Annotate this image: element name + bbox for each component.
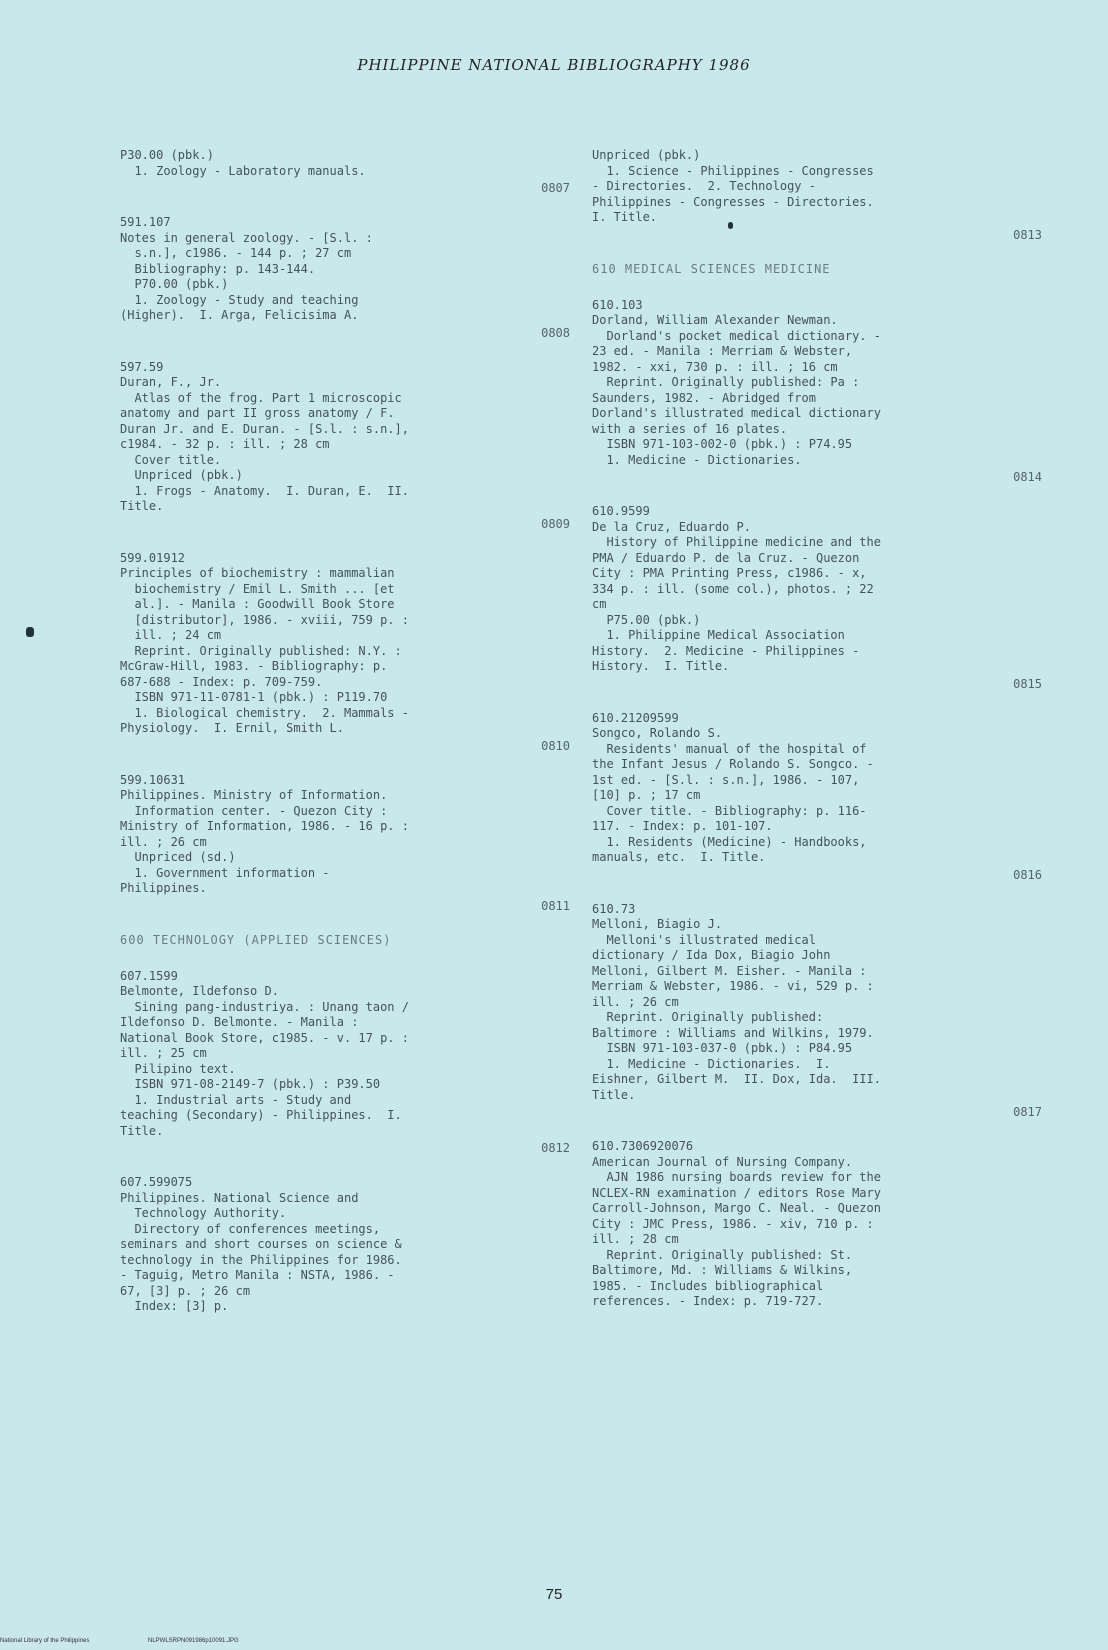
left-column (120, 148, 570, 1335)
entry-text: 591.107 Notes in general zoology. - [S.l. : s.n.], c1986. - 144 p. ; 27 cm Bibliography: p. 143-144. P70.00 (pbk.) 1. Zoology - Study and teaching (Higher). I. Arga, Felicisima A. (120, 215, 373, 322)
footer-filename: NLPWLSRPN091986p10091.JPG (148, 1638, 239, 1644)
margin-mark (728, 222, 733, 229)
entry-number: 0814 (1013, 470, 1042, 484)
entry-text: 610.73 Melloni, Biagio J. Melloni's illustrated medical dictionary / Ida Dox, Biagio John Melloni, Gilbert M. Eisher. - Manila : Merriam & Webster, 1986. - vi, 529 p. : ill. ; 26 cm Reprint. Originally published: Baltimore : Williams and Wilkins, 1979. ISBN 971-103-037-0 (pbk.) : P84.95 1. Medicine - Dictionaries. I. Eishner, Gilbert M. II. Dox, Ida. III. Title. (592, 901, 881, 1102)
entry-text: 610.9599 De la Cruz, Eduardo P. History of Philippine medicine and the PMA / Eduardo P. de la Cruz. - Quezon City : PMA Printing Press, c1986. - x, 334 p. : ill. (some col.), photos. ; 22 cm P75.00 (pbk.) 1. Philippine Medical Association History. 2. Medicine - Philippines - History. I. Title. (592, 504, 881, 673)
bibliography-entry (120, 360, 570, 531)
entry-number: 0809 (541, 516, 570, 531)
bibliography-entry (120, 148, 570, 195)
bibliography-entry (592, 1139, 1042, 1310)
bibliography-entry (592, 902, 1042, 1120)
bibliography-entry (120, 1175, 570, 1315)
bibliography-entry (120, 773, 570, 913)
entry-number: 0812 (541, 1141, 570, 1155)
entry-number: 0807 (541, 181, 570, 195)
right-column (592, 148, 1042, 1330)
entry-text: 599.10631 Philippines. Ministry of Information. Information center. - Quezon City : Ministry of Information, 1986. - 16 p. : ill. ; 26 cm Unpriced (sd.) 1. Government information - Philippines. (120, 772, 409, 895)
entry-text: 597.59 Duran, F., Jr. Atlas of the frog. Part 1 microscopic anatomy and part II gross anatomy / F. Duran Jr. and E. Duran. - [S.l. : s.n.], c1984. - 32 p. : ill. ; 28 cm Cover title. Unpriced (pbk.) 1. Frogs - Anatomy. I. Duran, E. II. Title. (120, 359, 409, 513)
bibliography-entry (592, 298, 1042, 485)
entry-text: 607.1599 Belmonte, Ildefonso D. Sining pang-industriya. : Unang taon / Ildefonso D. Belmonte. - Manila : National Book Store, c1985. - v. 17 p. : ill. ; 25 cm Pilipino text. ISBN 971-08-2149-7 (pbk.) : P39.50 1. Industrial arts - Study and teaching (Secondary) - Philippines. I. Title. (120, 968, 409, 1138)
entry-text: 599.01912 Principles of biochemistry : mammalian biochemistry / Emil L. Smith ... [et al.]. - Manila : Goodwill Book Store [distributor], 1986. - xviii, 759 p. : ill. ; 24 cm Reprint. Originally published: N.Y. : McGraw-Hill, 1983. - Bibliography: p. 687-688 - Index: p. 709-759. ISBN 971-11-0781-1 (pbk.) : P119.70 1. Biological chemistry. 2. Mammals - Physiology. I. Ernil, Smith L. (120, 550, 409, 735)
entry-number: 0815 (1013, 676, 1042, 691)
entry-text: Unpriced (pbk.) 1. Science - Philippines - Congresses - Directories. 2. Technology - Philippines - Congresses - Directories. I. Title. (592, 148, 874, 224)
entry-number: 0816 (1013, 867, 1042, 882)
entry-text: 607.599075 Philippines. National Science and Technology Authority. Directory of conferences meetings, seminars and short courses on science & technology in the Philippines for 1986. - Taguig, Metro Manila : NSTA, 1986. - 67, [3] p. ; 26 cm Index: [3] p. (120, 1175, 402, 1313)
entry-number: 0817 (1013, 1105, 1042, 1119)
bibliography-entry (120, 969, 570, 1156)
entry-text: 610.21209599 Songco, Rolando S. Residents' manual of the hospital of the Infant Jesus / Rolando S. Songco. - 1st ed. - [S.l. : s.n.], 1986. - 107, [10] p. ; 17 cm Cover title. - Bibliography: p. 116- 117. - Index: p. 101-107. 1. Residents (Medicine) - Handbooks, manuals, etc. I. Title. (592, 710, 874, 864)
entry-text: 610.7306920076 American Journal of Nursing Company. AJN 1986 nursing boards review for the NCLEX-RN examination / editors Rose Mary Carroll-Johnson, Margo C. Neal. - Quezon City : JMC Press, 1986. - xiv, 710 p. : ill. ; 28 cm Reprint. Originally published: St. Baltimore, Md. : Williams & Wilkins, 1985. - Includes bibliographical references. - Index: p. 719-727. (592, 1139, 881, 1308)
section-heading: 610 MEDICAL SCIENCES MEDICINE (592, 261, 831, 276)
bibliography-entry (120, 215, 570, 340)
page-header: PHILIPPINE NATIONAL BIBLIOGRAPHY 1986 (357, 56, 751, 74)
bibliography-entry (592, 148, 1042, 242)
entry-text: P30.00 (pbk.) 1. Zoology - Laboratory manuals. (120, 148, 366, 178)
footer-credit: National Library of the Philippines (0, 1638, 90, 1644)
entry-number: 0810 (541, 738, 570, 753)
entry-number: 0813 (1013, 227, 1042, 242)
margin-mark (26, 627, 34, 637)
page-number: 75 (545, 1586, 563, 1603)
bibliography-entry (592, 504, 1042, 691)
entry-number: 0808 (541, 325, 570, 340)
bibliography-entry (120, 551, 570, 753)
entry-number: 0811 (541, 898, 570, 913)
section-heading: 600 TECHNOLOGY (APPLIED SCIENCES) (120, 932, 392, 947)
entry-text: 610.103 Dorland, William Alexander Newman. Dorland's pocket medical dictionary. - 23 ed. - Manila : Merriam & Webster, 1982. - xxi, 730 p. : ill. ; 16 cm Reprint. Originally published: Pa : Saunders, 1982. - Abridged from Dorland's illustrated medical dictionary with a series of 16 plates. ISBN 971-103-002-0 (pbk.) : P74.95 1. Medicine - Dictionaries. (592, 297, 881, 467)
bibliography-entry (592, 711, 1042, 882)
